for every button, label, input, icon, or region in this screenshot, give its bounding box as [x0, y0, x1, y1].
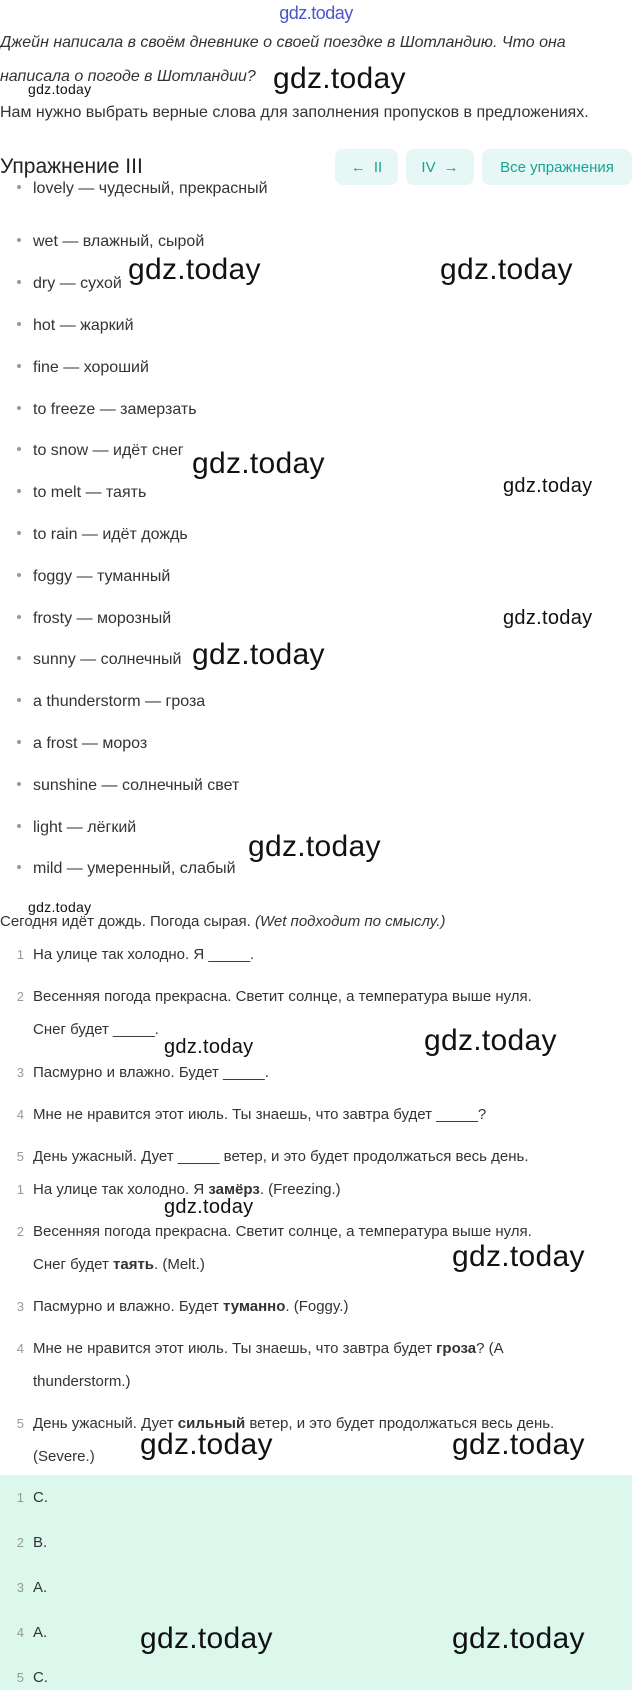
watermark: gdz.today — [128, 253, 261, 286]
watermark: gdz.today — [452, 1622, 585, 1655]
list-item: hot — жаркий — [0, 317, 134, 335]
watermark: gdz.today — [164, 1196, 254, 1218]
all-exercises-button[interactable]: Все упражнения — [482, 149, 632, 185]
example-hint: (Wet подходит по смыслу.) — [255, 913, 446, 930]
list-item: fine — хороший — [0, 359, 149, 377]
watermark: gdz.today — [140, 1622, 273, 1655]
list-item: a thunderstorm — гроза — [0, 693, 205, 711]
list-item: sunny — солнечный — [0, 651, 181, 669]
list-item: 4 Мне не нравится этот июль. Ты знаешь, что завтра будет _____? — [16, 1106, 487, 1123]
next-exercise-label: IV — [421, 158, 436, 176]
watermark: gdz.today — [440, 253, 573, 286]
list-item: dry — сухой — [0, 275, 122, 293]
list-item: foggy — туманный — [0, 568, 170, 586]
watermark: gdz.today — [28, 899, 92, 915]
intro-line-2: написала о погоде в Шотландии? — [0, 68, 256, 85]
list-item: 2 B. — [16, 1534, 48, 1551]
list-item: 2 Весенняя погода прекрасна. Светит солнце, а температура выше нуля. Снег будет _____. — [16, 988, 532, 1038]
watermark: gdz.today — [452, 1428, 585, 1461]
list-item: 1 На улице так холодно. Я _____. — [16, 946, 255, 963]
watermark: gdz.today — [424, 1024, 557, 1057]
page-title: Упражнение III — [0, 155, 143, 178]
next-exercise-button[interactable] — [406, 149, 474, 185]
watermark: gdz.today — [192, 447, 325, 480]
prev-exercise-button[interactable] — [335, 149, 398, 185]
site-logo[interactable]: gdz.today — [279, 3, 353, 23]
watermark: gdz.today — [248, 830, 381, 863]
list-item: 5 День ужасный. Дует _____ ветер, и это будет продолжаться весь день. — [16, 1148, 529, 1165]
list-item: 3 Пасмурно и влажно. Будет туманно. (Foggy.) — [16, 1298, 349, 1315]
list-item: lovely — чудесный, прекрасный — [0, 180, 268, 198]
arrow-left-icon: ← — [350, 158, 366, 176]
list-item: 3 A. — [16, 1579, 48, 1596]
watermark: gdz.today — [28, 81, 92, 97]
list-item: 1 На улице так холодно. Я замёрз. (Freezing.) — [16, 1181, 341, 1198]
vocabulary-list — [0, 180, 632, 890]
list-item: mild — умеренный, слабый — [0, 860, 236, 878]
list-item: 3 Пасмурно и влажно. Будет _____. — [16, 1064, 269, 1081]
list-item: 2 Весенняя погода прекрасна. Светит солнце, а температура выше нуля. Снег будет таять. (Melt.) — [16, 1223, 532, 1273]
list-item: to snow — идёт снег — [0, 442, 184, 460]
list-item: 5 День ужасный. Дует сильный ветер, и это будет продолжаться весь день. (Severe.) — [16, 1415, 555, 1465]
answers-panel — [0, 1475, 632, 1690]
intro-line-1: Джейн написала в своём дневнике о своей поездке в Шотландию. Что она — [0, 34, 566, 51]
intro-note: Нам нужно выбрать верные слова для заполнения пропусков в предложениях. — [0, 104, 589, 121]
list-item: 1 C. — [16, 1489, 48, 1506]
watermark: gdz.today — [192, 638, 325, 671]
list-item: 5 C. — [16, 1669, 48, 1686]
list-item: a frost — мороз — [0, 735, 147, 753]
example-sentence: Сегодня идёт дождь. Погода сырая. (Wet подходит по смыслу.) — [0, 913, 446, 930]
watermark: gdz.today — [140, 1428, 273, 1461]
list-item: frosty — морозный — [0, 610, 171, 628]
watermark: gdz.today — [503, 607, 593, 629]
watermark: gdz.today — [273, 62, 406, 95]
list-item: wet — влажный, сырой — [0, 233, 204, 251]
list-item: to rain — идёт дождь — [0, 526, 188, 544]
arrow-right-icon: → — [443, 158, 459, 176]
list-item: sunshine — солнечный свет — [0, 777, 239, 795]
watermark: gdz.today — [503, 475, 593, 497]
list-item: 4 A. — [16, 1624, 48, 1641]
list-item: to melt — таять — [0, 484, 146, 502]
watermark: gdz.today — [452, 1240, 585, 1273]
list-item: 4 Мне не нравится этот июль. Ты знаешь, что завтра будет гроза? (A thunderstorm.) — [16, 1340, 504, 1390]
list-item: light — лёгкий — [0, 819, 136, 837]
list-item: to freeze — замерзать — [0, 401, 197, 419]
watermark: gdz.today — [164, 1036, 254, 1058]
prev-exercise-label: II — [373, 158, 383, 176]
